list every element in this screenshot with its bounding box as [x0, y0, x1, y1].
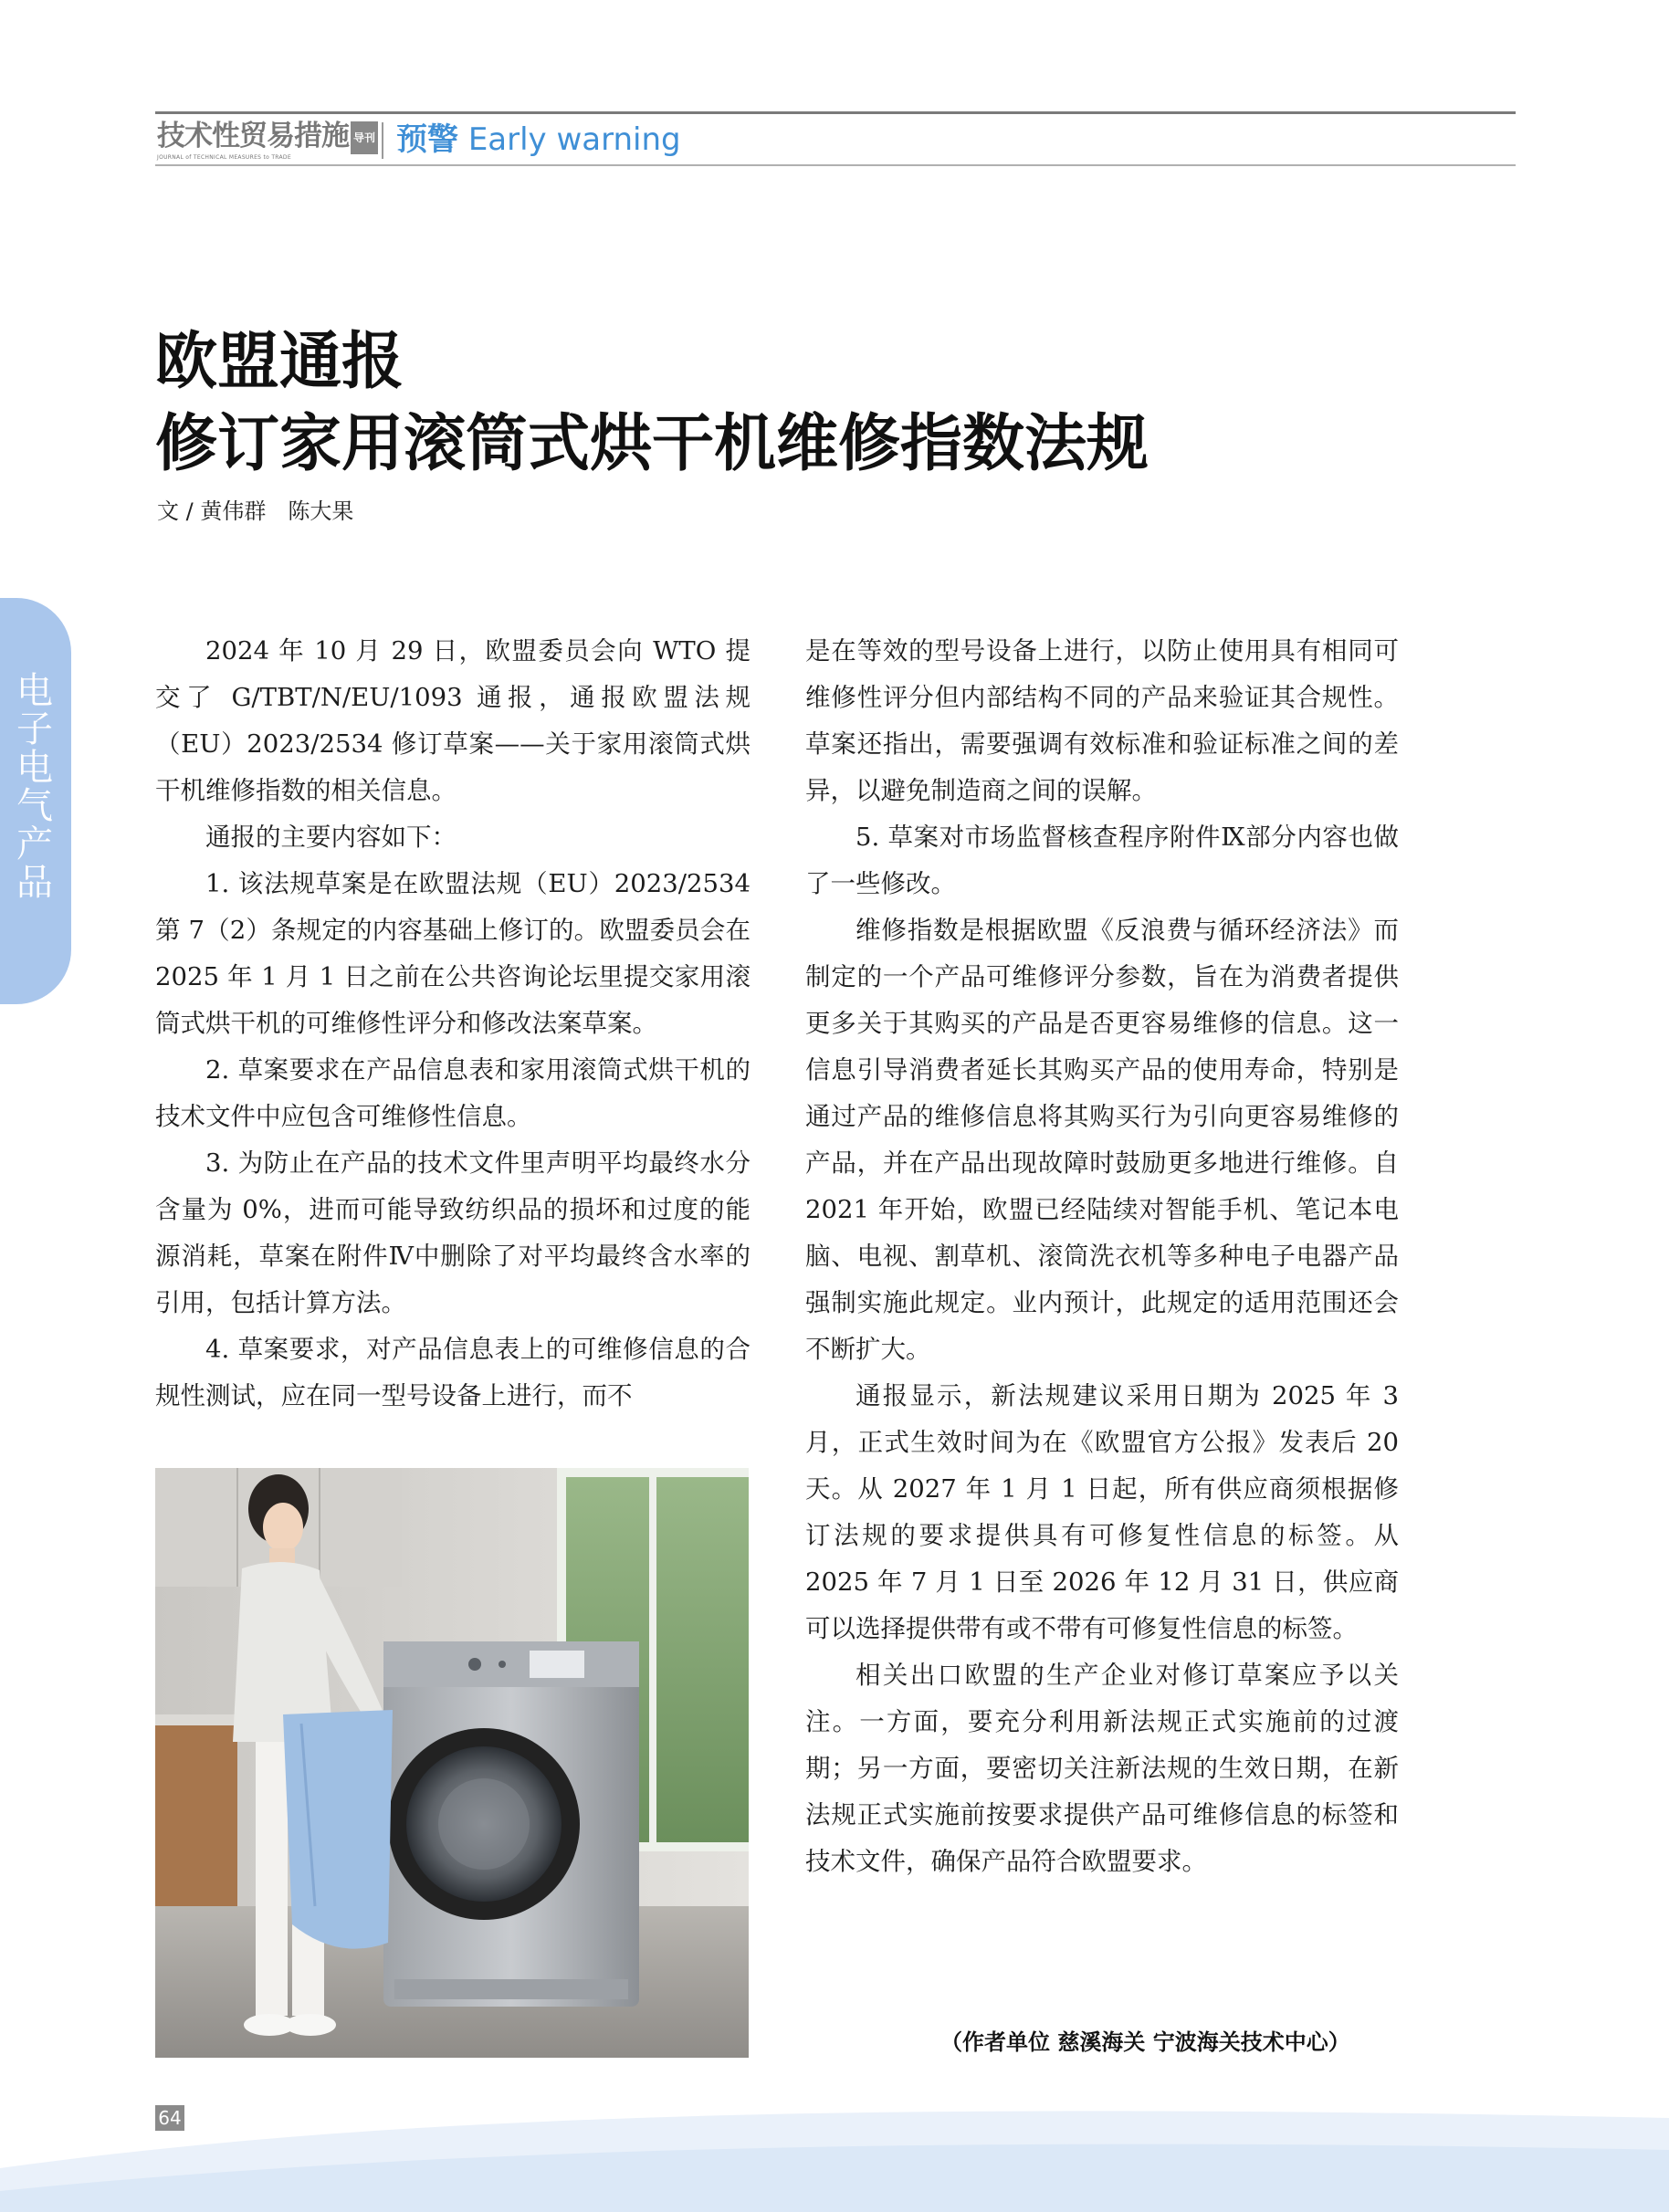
- article-right-column: [805, 628, 1399, 1885]
- page-number: 64: [155, 2105, 184, 2131]
- article-byline: 文 / 黄伟群 陈大果: [157, 498, 354, 524]
- paragraph: 维修指数是根据欧盟《反浪费与循环经济法》而制定的一个产品可维修评分参数，旨在为消费者提供更多关于其购买的产品是否更容易维修的信息。这一信息引导消费者延长其购买产品的使用寿命，特别是通过产品的维修信息将其购买行为引向更容易维修的产品，并在产品出现故障时鼓励更多地进行维修。自 2021 年开始，欧盟已经陆续对智能手机、笔记本电脑、电视、割草机、滚筒洗衣机等多种电子电器产品强制实施此规定。业内预计，此规定的适用范围还会不断扩大。: [805, 916, 1399, 1364]
- header-separator: [382, 122, 383, 159]
- header-rule-bottom: [155, 164, 1516, 166]
- paragraph: 4. 草案要求，对产品信息表上的可维修信息的合规性测试，应在同一型号设备上进行，而不: [155, 1335, 751, 1410]
- paragraph: 相关出口欧盟的生产企业对修订草案应予以关注。一方面，要充分利用新法规正式实施前的过渡期；另一方面，要密切关注新法规的生效日期，在新法规正式实施前按要求提供产品可维修信息的标签和技术文件，确保产品符合欧盟要求。: [805, 1661, 1399, 1876]
- author-affiliation: （作者单位 慈溪海关 宁波海关技术中心）: [940, 2029, 1350, 2055]
- journal-name: 技术性贸易措施 导刊: [157, 121, 376, 154]
- header-rule-top: [155, 111, 1516, 114]
- journal-english-name: JOURNAL of TECHNICAL MEASURES to TRADE: [157, 153, 291, 161]
- article-title: [155, 321, 1149, 486]
- journal-logo: [157, 121, 376, 161]
- paragraph: 1. 该法规草案是在欧盟法规（EU）2023/2534 第 7（2）条规定的内容基础上修订的。欧盟委员会在 2025 年 1 月 1 日之前在公共咨询论坛里提交家用滚筒式烘干机的可维修性评分和修改法案草案。: [155, 869, 751, 1038]
- article-photo-dryer: [155, 1468, 749, 2058]
- paragraph: 2024 年 10 月 29 日，欧盟委员会向 WTO 提交了 G/TBT/N/EU/1093 通报，通报欧盟法规（EU）2023/2534 修订草案——关于家用滚筒式烘干机维修指数的相关信息。: [155, 636, 751, 805]
- paragraph-continued: 是在等效的型号设备上进行，以防止使用具有相同可维修性评分但内部结构不同的产品来验证其合规性。草案还指出，需要强调有效标准和验证标准之间的差异，以避免制造商之间的误解。: [805, 636, 1399, 805]
- article-title-line-1: 欧盟通报: [155, 326, 404, 398]
- paragraph: 3. 为防止在产品的技术文件里声明平均最终水分含量为 0%，进而可能导致纺织品的损坏和过度的能源消耗，草案在附件Ⅳ中删除了对平均最终含水率的引用，包括计算方法。: [155, 1148, 751, 1317]
- section-label-cn: 预警: [396, 121, 458, 158]
- paragraph: 5. 草案对市场监督核查程序附件Ⅸ部分内容也做了一些修改。: [805, 823, 1399, 898]
- article-left-column: [155, 628, 751, 1420]
- footer-wave-decoration: [0, 2081, 1669, 2212]
- journal-tag: 导刊: [351, 121, 378, 154]
- side-category-label: 电子电气产品: [16, 670, 53, 904]
- paragraph: 2. 草案要求在产品信息表和家用滚筒式烘干机的技术文件中应包含可维修性信息。: [155, 1055, 751, 1131]
- section-label-en: Early warning: [467, 121, 681, 158]
- paragraph: 通报显示，新法规建议采用日期为 2025 年 3 月，正式生效时间为在《欧盟官方公报》发表后 20 天。从 2027 年 1 月 1 日起，所有供应商须根据修订法规的要求提供具有可修复性信息的标签。从 2025 年 7 月 1 日至 2026 年 12 月 31 日，供应商可以选择提供带有或不带有可修复性信息的标签。: [805, 1381, 1399, 1643]
- section-label: [396, 119, 681, 161]
- article-title-line-2: 修订家用滚筒式烘干机维修指数法规: [155, 408, 1149, 480]
- paragraph: 通报的主要内容如下：: [205, 823, 457, 852]
